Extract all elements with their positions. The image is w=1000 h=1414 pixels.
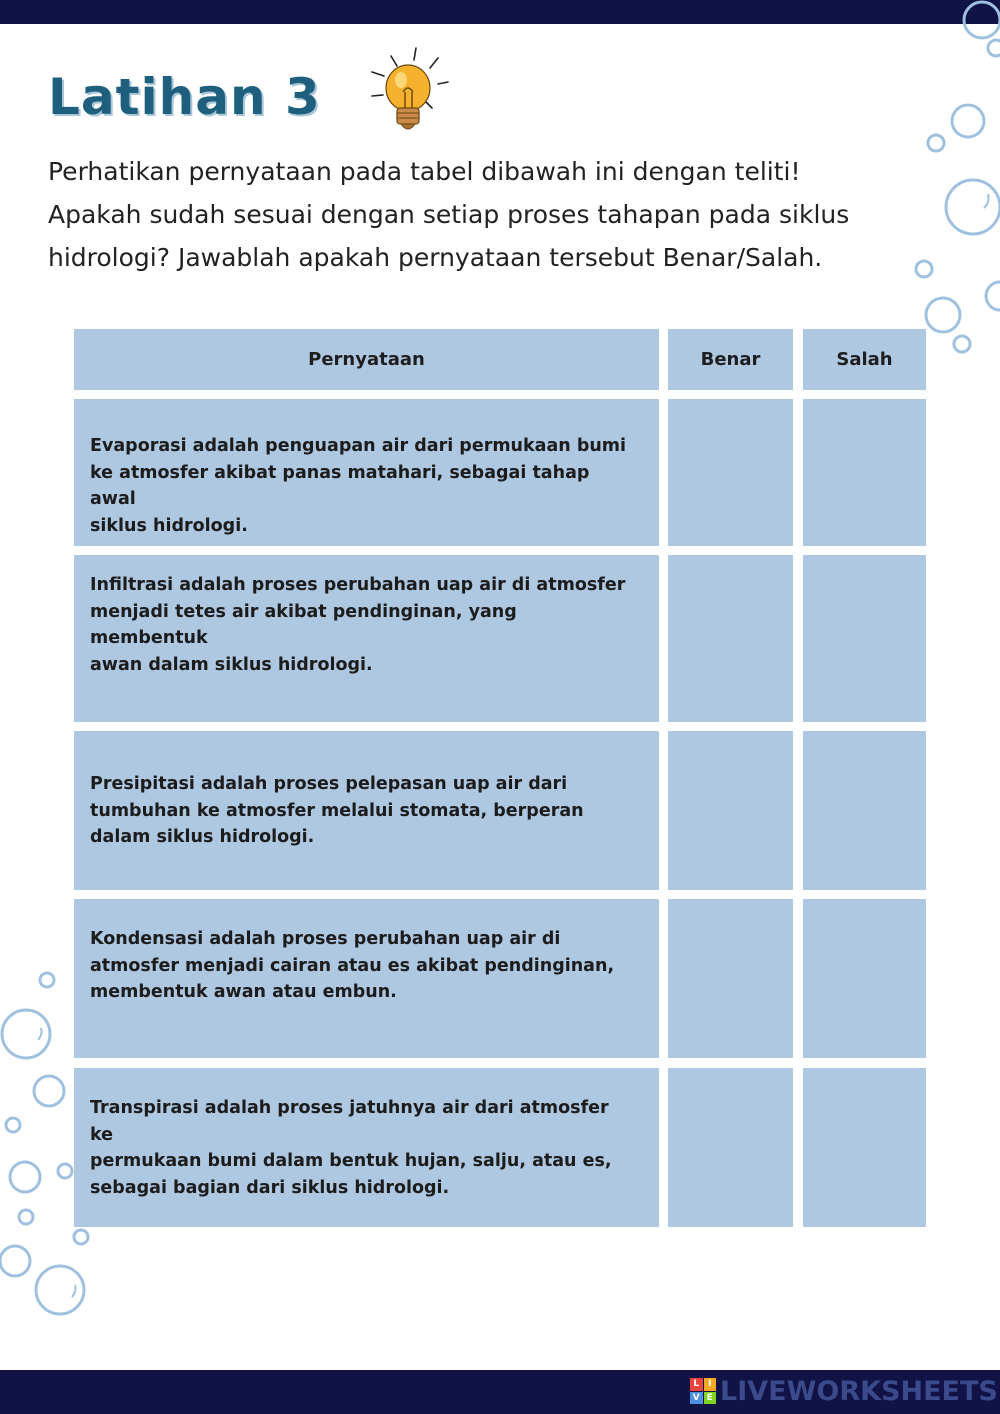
statement-text: sebagai bagian dari siklus hidrologi.: [90, 1177, 450, 1198]
statement-text: Transpirasi adalah proses jatuhnya air dari atmosfer ke: [90, 1098, 609, 1145]
logo-text: LIVEWORKSHEETS: [720, 1375, 998, 1407]
statement-text: tumbuhan ke atmosfer melalui stomata, berperan: [90, 800, 584, 821]
answer-true-cell[interactable]: [668, 1068, 793, 1227]
statement-text: menjadi tetes air akibat pendinginan, yang membentuk: [90, 601, 517, 648]
statement-text: Kondensasi adalah proses perubahan uap air di: [90, 929, 561, 949]
statement-cell: [74, 731, 659, 890]
logo-grid-icon: L I V E: [690, 1378, 716, 1404]
answer-false-cell[interactable]: [803, 731, 926, 890]
instructions: [48, 150, 908, 279]
statement-text: atmosfer menjadi cairan atau es akibat pendinginan,: [90, 955, 615, 976]
statement-cell: [74, 899, 659, 1058]
statement-text: permukaan bumi dalam bentuk hujan, salju, atau es,: [90, 1151, 612, 1171]
statement-text: awan dalam siklus hidrologi.: [90, 654, 373, 675]
instructions-line: hidrologi? Jawablah apakah pernyataan tersebut Benar/Salah.: [48, 243, 823, 272]
instructions-line: Perhatikan pernyataan pada tabel dibawah ini dengan teliti!: [48, 157, 801, 186]
header-statement: Pernyataan: [74, 329, 659, 390]
answer-false-cell[interactable]: [803, 1068, 926, 1227]
answer-true-cell[interactable]: [668, 899, 793, 1058]
page-title: Latihan 3: [48, 68, 321, 126]
statement-text: Presipitasi adalah proses pelepasan uap air dari: [90, 774, 568, 794]
statement-text: dalam siklus hidrologi.: [90, 827, 315, 847]
statement-text: ke atmosfer akibat panas matahari, sebagai tahap awal: [90, 462, 590, 509]
statement-text: siklus hidrologi.: [90, 515, 248, 536]
statement-cell: [74, 1068, 659, 1227]
statement-text: Infiltrasi adalah proses perubahan uap air di atmosfer: [90, 575, 626, 595]
answer-false-cell[interactable]: [803, 899, 926, 1058]
answer-false-cell[interactable]: [803, 399, 926, 546]
statement-text: membentuk awan atau embun.: [90, 982, 397, 1002]
answer-true-cell[interactable]: [668, 399, 793, 546]
header-true: Benar: [668, 329, 793, 390]
answer-false-cell[interactable]: [803, 555, 926, 722]
lightbulb-icon: [366, 46, 456, 142]
top-bar: [0, 0, 1000, 24]
answer-true-cell[interactable]: [668, 555, 793, 722]
liveworksheets-logo: [690, 1374, 998, 1408]
instructions-line: Apakah sudah sesuai dengan setiap proses tahapan pada siklus: [48, 200, 850, 229]
statement-cell: [74, 399, 659, 546]
statement-text: Evaporasi adalah penguapan air dari permukaan bumi: [90, 436, 627, 456]
header-false: Salah: [803, 329, 926, 390]
statement-cell: [74, 555, 659, 722]
answer-true-cell[interactable]: [668, 731, 793, 890]
